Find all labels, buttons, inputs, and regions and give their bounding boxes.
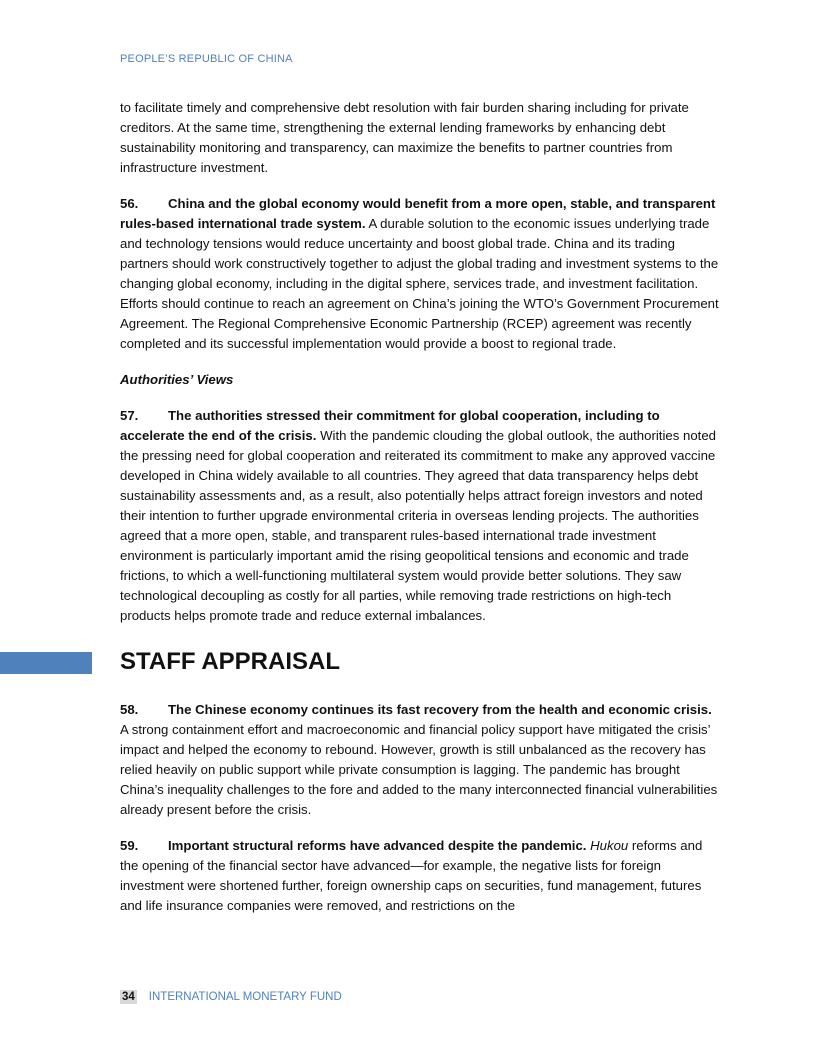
page-body	[120, 98, 720, 932]
section-heading	[120, 642, 720, 682]
section-accent-bar	[0, 652, 92, 674]
page-footer	[120, 991, 342, 1003]
running-header: PEOPLE’S REPUBLIC OF CHINA	[120, 53, 293, 65]
paragraph-lead: Important structural reforms have advanced despite the pandemic.	[168, 838, 587, 853]
page-number: 34	[122, 991, 135, 1003]
paragraph-59	[120, 836, 720, 916]
paragraph-number: 56.	[120, 196, 139, 211]
paragraph-lead: The authorities stressed their commitment for global cooperation, including to accelerate the end of the crisis.	[120, 408, 660, 443]
paragraph-number: 59.	[120, 838, 139, 853]
paragraph-lead: The Chinese economy continues its fast recovery from the health and economic crisis.	[168, 702, 712, 717]
paragraph-58	[120, 700, 720, 820]
paragraph-body: reforms and the opening of the financial sector have advanced—for example, the negative lists for foreign investment were shortened further, foreign ownership caps on securities, fund management, futures and life insurance companies were removed, and restrictions on the	[120, 838, 703, 913]
continuation-paragraph: to facilitate timely and comprehensive debt resolution with fair burden sharing including for private creditors. At the same time, strengthening the external lending frameworks by enhancing debt sustainability monitoring and transparency, can maximize the benefits to partner countries from infrastructure investment.	[120, 100, 689, 175]
italic-term: Hukou	[586, 838, 629, 853]
paragraph-56	[120, 194, 720, 354]
section-title: STAFF APPRAISAL	[120, 648, 340, 675]
paragraph-body: A strong containment effort and macroeconomic and financial policy support have mitigated the crisis’ impact and helped the economy to rebound. However, growth is still unbalanced as the recovery has relied heavily on public support while private consumption is lagging. The pandemic has brought China’s inequality challenges to the fore and added to the many interconnected financial vulnerabilities already present before the crisis.	[120, 722, 718, 817]
paragraph-number: 58.	[120, 702, 139, 717]
footer-publisher: INTERNATIONAL MONETARY FUND	[148, 991, 342, 1003]
paragraph-lead: China and the global economy would benefit from a more open, stable, and transparent rules-based international trade system.	[120, 196, 716, 231]
paragraph-body: With the pandemic clouding the global outlook, the authorities noted the pressing need for global cooperation and reiterated its commitment to make any approved vaccine developed in China widely available to all countries. They agreed that data transparency helps debt sustainability assessments and, as a result, also potentially helps attract foreign investors and noted their intention to further upgrade environmental criteria in overseas lending projects. The authorities agreed that a more open, stable, and transparent rules-based international trade investment environment is particularly important amid the rising geopolitical tensions and economic and trade frictions, to which a well-functioning multilateral system would provide better solutions. They saw technological decoupling as costly for all parties, while removing trade restrictions on high-tech products helps promote trade and reduce external imbalances.	[120, 428, 716, 623]
paragraph-57	[120, 406, 720, 626]
subheading-authorities-views: Authorities’ Views	[120, 372, 234, 387]
paragraph-number: 57.	[120, 408, 139, 423]
paragraph-body: A durable solution to the economic issues underlying trade and technology tensions would reduce uncertainty and boost global trade. China and its trading partners should work constructively together to adjust the global trading and investment systems to the changing global economy, including in the digital sphere, services trade, and investment facilitation. Efforts should continue to reach an agreement on China’s joining the WTO’s Government Procurement Agreement. The Regional Comprehensive Economic Partnership (RCEP) agreement was recently completed and its successful implementation would provide a boost to regional trade.	[120, 216, 719, 351]
